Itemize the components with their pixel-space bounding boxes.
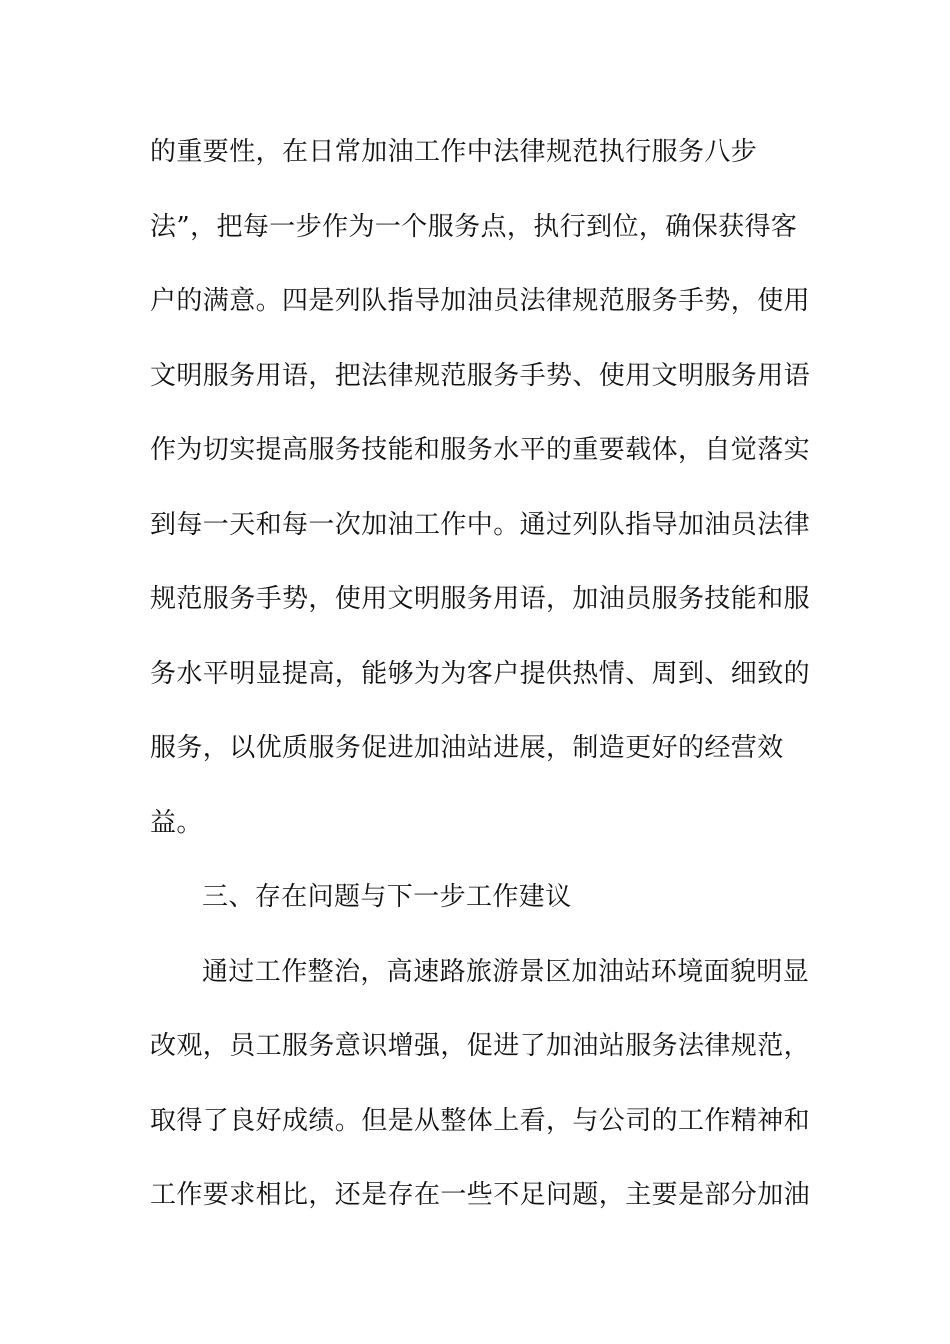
text-line: 改观，员工服务意识增强，促进了加油站服务法律规范， <box>150 1031 811 1061</box>
text-line: 文明服务用语，把法律规范服务手势、使用文明服务用语 <box>150 360 811 391</box>
text-line: 务水平明显提高，能够为为客户提供热情、周到、细致的 <box>150 658 811 689</box>
section-heading: 三、存在问题与下一步工作建议 <box>202 882 572 912</box>
text-line: 到每一天和每一次加油工作中。通过列队指导加油员法律 <box>150 509 811 540</box>
document-body <box>150 126 811 1244</box>
text-line: 规范服务手势，使用文明服务用语，加油员服务技能和服 <box>150 584 811 614</box>
text-line: 工作要求相比，还是存在一些不足问题，主要是部分加油 <box>150 1180 811 1210</box>
text-line: 法”，把每一步作为一个服务点，执行到位，确保获得客 <box>150 211 798 242</box>
text-line: 服务，以优质服务促进加油站进展，制造更好的经营效 <box>150 733 784 763</box>
text-line: 通过工作整治，高速路旅游景区加油站环境面貌明显 <box>202 956 810 987</box>
text-line: 的重要性，在日常加油工作中法律规范执行服务八步 <box>150 137 758 167</box>
text-line: 作为切实提高服务技能和服务水平的重要载体，自觉落实 <box>150 435 811 465</box>
text-line: 取得了良好成绩。但是从整体上看，与公司的工作精神和 <box>150 1105 811 1136</box>
text-line: 户的满意。四是列队指导加油员法律规范服务手势，使用 <box>150 286 811 316</box>
text-line: 益。 <box>150 807 203 838</box>
